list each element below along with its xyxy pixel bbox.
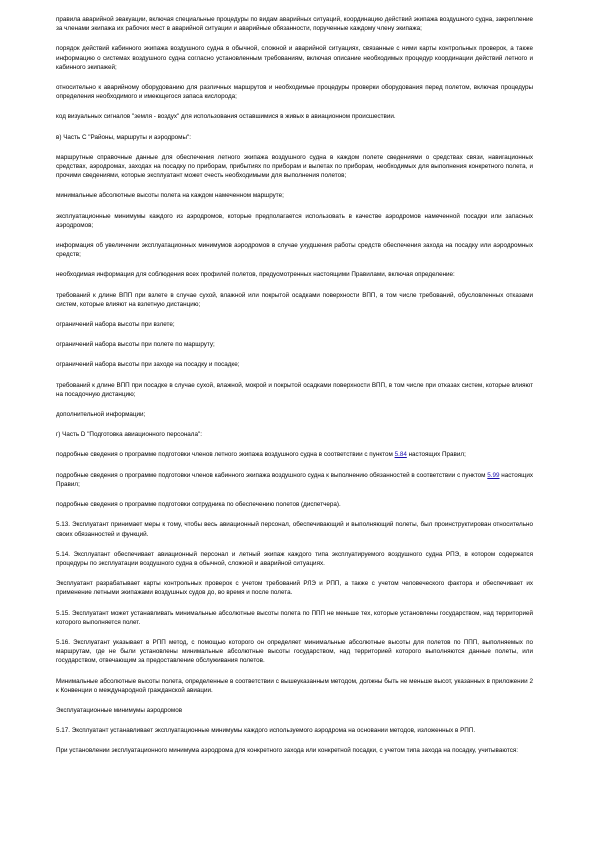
paragraph: ограничений набора высоты при заходе на посадку и посадке; [56, 361, 240, 369]
paragraph: относительно к аварийному оборудованию для различных маршрутов и необходимые процедуры проверки оборудования перед полетом, включая процедуры определения необходимого и имеющегося запаса кислорода; [56, 84, 533, 101]
paragraph-with-link [56, 450, 533, 459]
paragraph-text: настоящих Правил; [56, 471, 533, 488]
paragraph: эксплуатационные минимумы каждого из аэродромов, которые предполагается использовать в качестве аэродромов намеченной посадки или запасных аэродромов; [56, 212, 533, 229]
paragraph: минимальные абсолютные высоты полета на каждом намеченном маршруте; [56, 192, 284, 200]
paragraph: ограничений набора высоты при полете по маршруту; [56, 341, 215, 349]
paragraph: Минимальные абсолютные высоты полета, определенные в соответствии с вышеуказанным методом, должны быть не меньше высот, указанных в приложении 2 к Конвенции о международной гражданской авиации. [56, 677, 533, 694]
paragraph: подробные сведения о программе подготовки сотрудника по обеспечению полетов (диспетчера). [56, 501, 341, 509]
paragraph: порядок действий кабинного экипажа воздушного судна в обычной, сложной и аварийной ситуациях, связанные с ними карты контрольных проверок, а также информацию о системах воздушного судна согласно установленным требованиям, включая описание необходимых процедур координации действий летного и кабинного экипажей; [56, 45, 533, 71]
paragraph-text: настоящих Правил; [406, 451, 466, 459]
paragraph: необходимая информация для соблюдения всех профилей полетов, предусмотренных настоящими Правилами, включая определение: [56, 271, 455, 279]
paragraph: маршрутные справочные данные для обеспечения летного экипажа воздушного судна в каждом полете сведениями о средствах связи, навигационных средствах, аэродромах, заходах на посадку по приборам, прибытиях по приборам и вылетах по приборам, необходимых для выполнения конкретного полета, и прочими сведениями, которые эксплуатант может счесть необходимыми для выполнения полетов; [56, 153, 533, 180]
paragraph-text: подробные сведения о программе подготовки членов летного экипажа воздушного судна в соответствии с пунктом [56, 451, 395, 459]
paragraph: 5.13. Эксплуатант принимает меры к тому, чтобы весь авиационный персонал, обеспечивающий и выполняющий полеты, был проинструктирован относительно своих обязанностей и функций. [56, 521, 533, 538]
paragraph: 5.15. Эксплуатант может устанавливать минимальные абсолютные высоты полета по ППП не меньше тех, которые установлены государством, над территорией которого выполняется полет. [56, 609, 533, 626]
section-heading: г) Часть D "Подготовка авиационного персонала": [56, 431, 202, 439]
paragraph: 5.17. Эксплуатант устанавливает эксплуатационные минимумы каждого используемого аэродрома на основании методов, изложенных в РПП. [56, 727, 476, 735]
rule-link-5-84[interactable]: 5.84 [394, 451, 407, 459]
paragraph: 5.16. Эксплуатант указывает в РПП метод, с помощью которого он определяет минимальные абсолютные высоты для полетов по ППП, выполняемых по маршрутам, где не были установлены минимальные абсолютные высоты государством, над территорией которого выполняются данные полеты, или государством, отвечающим за предоставление обслуживания полетов. [56, 638, 533, 665]
rule-link-5-99[interactable]: 5.99 [487, 471, 500, 479]
paragraph-with-link [56, 471, 533, 489]
paragraph: 5.14. Эксплуатант обеспечивает авиационный персонал и летный экипаж каждого типа эксплуатируемого воздушного судна РПЭ, в котором содержатся процедуры по эксплуатации воздушного судна в обычной, сложной и аварийной ситуациях. [56, 550, 533, 567]
paragraph: дополнительной информации; [56, 411, 146, 419]
paragraph: ограничений набора высоты при взлете; [56, 321, 175, 329]
paragraph-text: подробные сведения о программе подготовки членов кабинного экипажа воздушного судна к выполнению обязанностей в соответствии с пунктом [56, 471, 488, 479]
paragraph: требований к длине ВПП при взлете в случае сухой, влажной или покрытой осадками поверхности ВПП, в том числе требований, обусловленных отказами систем, которые влияют на взлетную дистанцию; [56, 291, 533, 308]
paragraph: При установлении эксплуатационного минимума аэродрома для конкретного захода или конкретной посадки, с учетом типа захода на посадку, учитываются: [56, 747, 519, 755]
section-heading: Эксплуатационные минимумы аэродромов [56, 706, 183, 714]
paragraph: информация об увеличении эксплуатационных минимумов аэродромов в случае ухудшения работы средств обеспечения захода на посадку или аэродромных средств; [56, 242, 533, 259]
paragraph: правила аварийной эвакуации, включая специальные процедуры по видам аварийных ситуаций, координацию действий экипажа воздушного судна, закрепление за членами экипажа их рабочих мест в аварийной ситуации и аварийные обязанности, порученные каждому члену экипажа; [56, 16, 533, 33]
section-heading: в) Часть С "Районы, маршруты и аэродромы": [56, 133, 191, 141]
paragraph: Эксплуатант разрабатывает карты контрольных проверок с учетом требований РЛЭ и РПП, а также с учетом человеческого фактора и обеспечивает их применение летными экипажами воздушных судов до, во время и после полета. [56, 580, 533, 597]
paragraph: требований к длине ВПП при посадке в случае сухой, влажной, мокрой и покрытой осадками поверхности ВПП, в том числе при отказах систем, которые влияют на посадочную дистанцию; [56, 381, 533, 398]
paragraph: код визуальных сигналов "земля - воздух" для использования оставшимися в живых в авиационном происшествии. [56, 113, 396, 121]
